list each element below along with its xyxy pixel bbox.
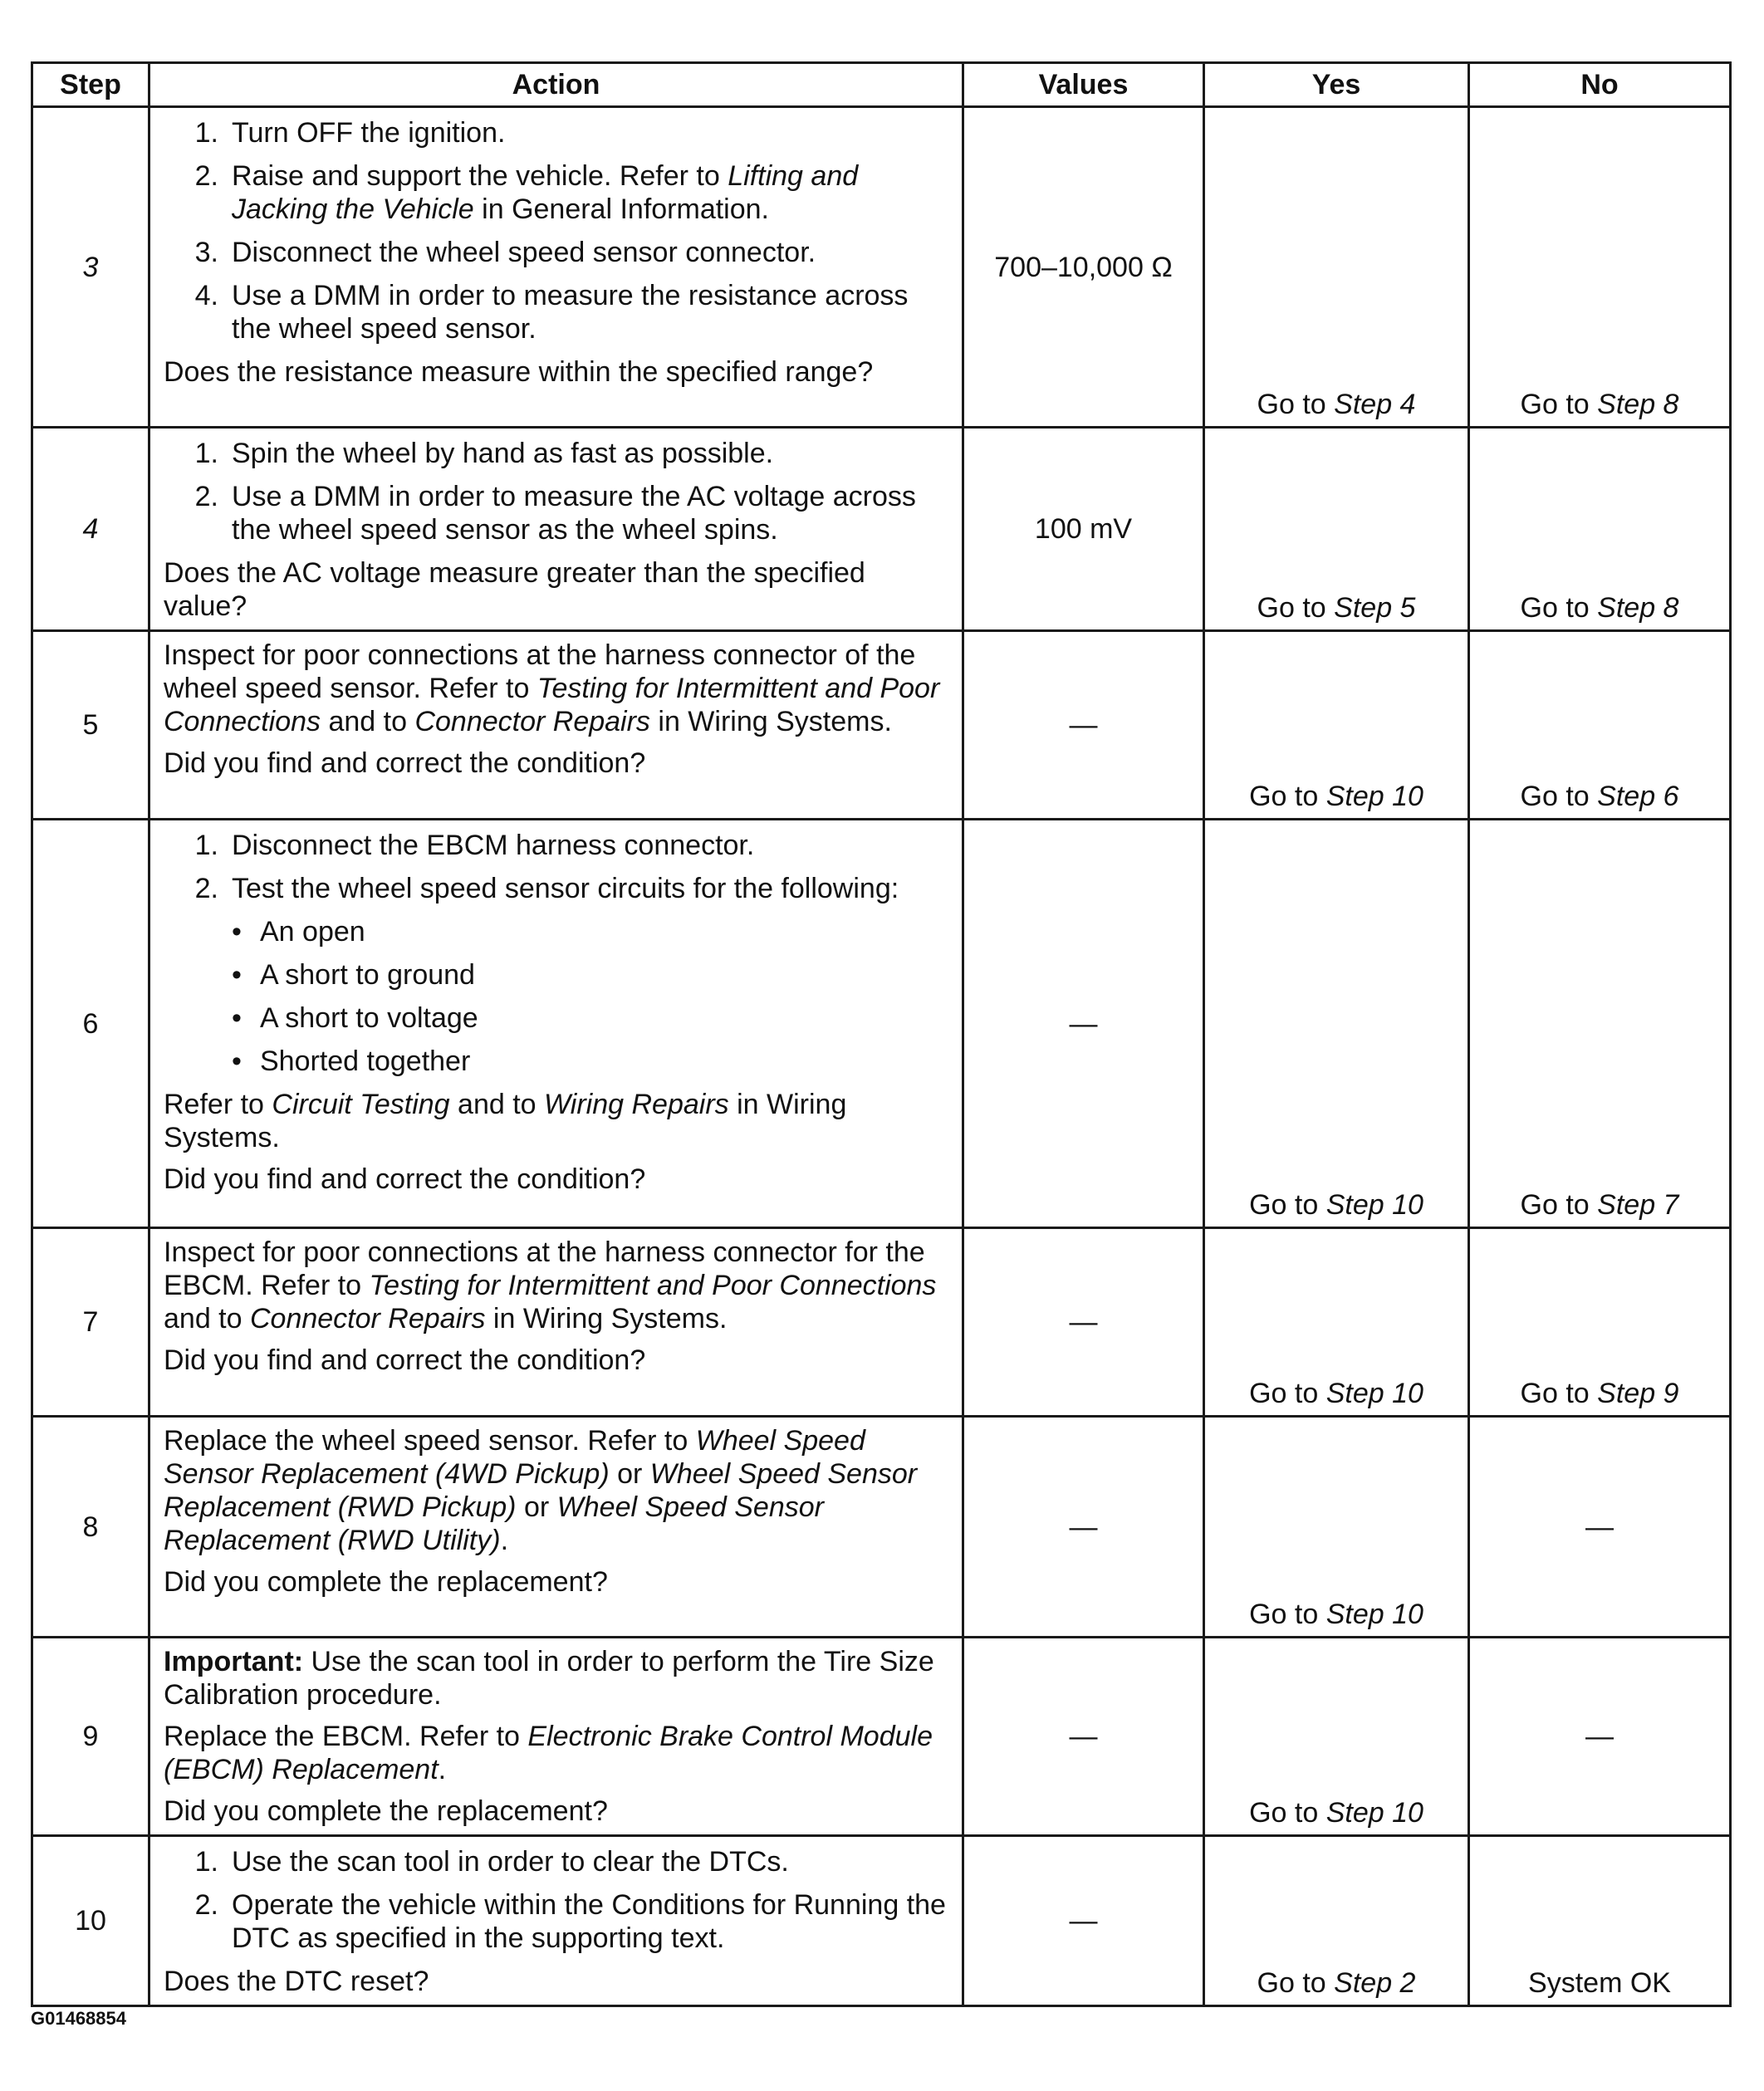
value-cell: 100 mV <box>963 428 1204 631</box>
action-cell <box>149 107 963 428</box>
no-cell: — <box>1469 1417 1731 1638</box>
list-item: 4. Use a DMM in order to measure the resistance across the wheel speed sensor. <box>194 280 909 345</box>
step-number: 7 <box>32 1228 149 1417</box>
table-row-step-5 <box>32 631 1731 820</box>
table-row-step-3 <box>32 107 1731 428</box>
no-cell: System OK <box>1469 1836 1731 2006</box>
yes-step-link: Step 5 <box>1334 592 1416 624</box>
no-cell: — <box>1469 1638 1731 1836</box>
action-cell <box>149 1417 963 1638</box>
no-cell: Go to Step 7 <box>1469 820 1731 1228</box>
list-item: 2. Operate the vehicle within the Conditions for Running the DTC as specified in the supporting text. <box>194 1889 946 1954</box>
value-cell: — <box>963 1638 1204 1836</box>
yes-cell: Go to Step 2 <box>1204 1836 1469 2006</box>
reference-link: Connector Repairs <box>249 1303 486 1334</box>
list-item: 2. Raise and support the vehicle. Refer to Lifting and Jacking the Vehicle in General Information. <box>194 160 859 225</box>
list-item: 1. Disconnect the EBCM harness connector. <box>194 830 755 861</box>
reference-link: Electronic Brake Control Module (EBCM) Replacement <box>164 1721 933 1785</box>
question-text: Does the AC voltage measure greater than the specified value? <box>164 557 865 622</box>
no-step-link: Step 7 <box>1597 1189 1679 1221</box>
action-paragraph: Inspect for poor connections at the harness connector for the EBCM. Refer to Testing for Intermittent and Poor Connections and to Connector Repairs in Wiring Systems. <box>164 1236 937 1334</box>
list-item: 1. Turn OFF the ignition. <box>194 117 506 149</box>
no-step-link: Step 8 <box>1597 389 1679 420</box>
question-text: Did you complete the replacement? <box>164 1795 608 1827</box>
header-row <box>32 63 1731 107</box>
yes-cell: Go to Step 10 <box>1204 1228 1469 1417</box>
yes-step-link: Step 10 <box>1325 1189 1423 1221</box>
no-step-link: Step 9 <box>1597 1378 1679 1409</box>
yes-cell: Go to Step 10 <box>1204 631 1469 820</box>
step-number: 9 <box>32 1638 149 1836</box>
action-cell <box>149 428 963 631</box>
reference-link: Wheel Speed Sensor Replacement (RWD Pickup) <box>164 1458 918 1523</box>
table-row-step-4 <box>32 428 1731 631</box>
list-item: 1. Spin the wheel by hand as fast as possible. <box>194 438 774 469</box>
value-cell: — <box>963 1417 1204 1638</box>
action-cell <box>149 1228 963 1417</box>
action-paragraph: Inspect for poor connections at the harness connector of the wheel speed sensor. Refer to Testing for Intermittent and Poor Connections and to Connector Repairs in Wiring Systems. <box>164 639 940 737</box>
value-cell: 700–10,000 Ω <box>963 107 1204 428</box>
table-row-step-7 <box>32 1228 1731 1417</box>
step-number: 3 <box>32 107 149 428</box>
value-cell: — <box>963 1836 1204 2006</box>
no-cell: Go to Step 8 <box>1469 107 1731 428</box>
diagnostic-table <box>31 61 1732 2007</box>
reference-link: Wheel Speed Sensor Replacement (4WD Pickup) <box>164 1425 865 1490</box>
bullet-item: • A short to ground <box>232 959 475 991</box>
list-item: 1. Use the scan tool in order to clear the DTCs. <box>194 1846 789 1878</box>
bullet-item: • Shorted together <box>232 1046 471 1077</box>
important-label: Important: <box>164 1646 304 1677</box>
question-text: Does the DTC reset? <box>164 1966 429 1997</box>
step-number: 5 <box>32 631 149 820</box>
question-text: Does the resistance measure within the specified range? <box>164 356 874 388</box>
action-cell <box>149 631 963 820</box>
header-yes: Yes <box>1204 63 1469 107</box>
no-step-link: Step 6 <box>1597 781 1679 812</box>
list-item: 2. Test the wheel speed sensor circuits for the following: <box>194 873 899 904</box>
step-number: 4 <box>32 428 149 631</box>
yes-step-link: Step 10 <box>1325 1378 1423 1409</box>
bullet-item: • An open <box>232 916 365 948</box>
question-text: Did you find and correct the condition? <box>164 1163 646 1195</box>
value-cell: — <box>963 1228 1204 1417</box>
step-number: 6 <box>32 820 149 1228</box>
yes-step-link: Step 2 <box>1334 1967 1416 1999</box>
list-item: 2. Use a DMM in order to measure the AC voltage across the wheel speed sensor as the wheel spins. <box>194 481 916 546</box>
question-text: Did you complete the replacement? <box>164 1566 608 1598</box>
reference-link: Testing for Intermittent and Poor Connections <box>164 673 940 737</box>
question-text: Did you find and correct the condition? <box>164 747 646 779</box>
yes-step-link: Step 10 <box>1325 1599 1423 1630</box>
header-no: No <box>1469 63 1731 107</box>
list-item: 3. Disconnect the wheel speed sensor connector. <box>194 237 816 268</box>
bullet-item: • A short to voltage <box>232 1002 478 1034</box>
value-cell: — <box>963 631 1204 820</box>
yes-cell: Go to Step 10 <box>1204 1638 1469 1836</box>
yes-cell: Go to Step 10 <box>1204 820 1469 1228</box>
question-text: Did you find and correct the condition? <box>164 1344 646 1376</box>
step-number: 8 <box>32 1417 149 1638</box>
header-values: Values <box>963 63 1204 107</box>
action-paragraph: Refer to Circuit Testing and to Wiring Repairs in Wiring Systems. <box>164 1089 847 1153</box>
important-note: Important: Use the scan tool in order to perform the Tire Size Calibration procedure. <box>164 1646 934 1711</box>
value-cell: — <box>963 820 1204 1228</box>
reference-link: Testing for Intermittent and Poor Connections <box>369 1270 937 1301</box>
action-cell <box>149 1638 963 1836</box>
no-step-link: Step 8 <box>1597 592 1679 624</box>
header-step: Step <box>32 63 149 107</box>
yes-cell: Go to Step 10 <box>1204 1417 1469 1638</box>
no-cell: Go to Step 8 <box>1469 428 1731 631</box>
action-cell <box>149 820 963 1228</box>
figure-code: G01468854 <box>31 2008 126 2029</box>
header-action: Action <box>149 63 963 107</box>
action-paragraph: Replace the EBCM. Refer to Electronic Brake Control Module (EBCM) Replacement. <box>164 1721 933 1785</box>
table-row-step-8 <box>32 1417 1731 1638</box>
reference-link: Lifting and Jacking the Vehicle <box>232 160 859 225</box>
action-cell <box>149 1836 963 2006</box>
action-paragraph: Replace the wheel speed sensor. Refer to Wheel Speed Sensor Replacement (4WD Pickup) or Wheel Speed Sensor Replacement (RWD Pickup) or Wheel Speed Sensor Replacement (RWD Utility). <box>164 1425 918 1556</box>
reference-link: Connector Repairs <box>414 706 650 737</box>
table-row-step-6 <box>32 820 1731 1228</box>
reference-link: Wiring Repairs <box>544 1089 729 1120</box>
yes-cell: Go to Step 5 <box>1204 428 1469 631</box>
yes-cell: Go to Step 4 <box>1204 107 1469 428</box>
table-row-step-10 <box>32 1836 1731 2006</box>
reference-link: Circuit Testing <box>272 1089 450 1120</box>
yes-step-link: Step 10 <box>1325 781 1423 812</box>
table-row-step-9 <box>32 1638 1731 1836</box>
yes-step-link: Step 10 <box>1325 1797 1423 1829</box>
no-cell: Go to Step 9 <box>1469 1228 1731 1417</box>
yes-step-link: Step 4 <box>1334 389 1416 420</box>
no-cell: Go to Step 6 <box>1469 631 1731 820</box>
step-number: 10 <box>32 1836 149 2006</box>
reference-link: Wheel Speed Sensor Replacement (RWD Utility) <box>164 1491 824 1556</box>
